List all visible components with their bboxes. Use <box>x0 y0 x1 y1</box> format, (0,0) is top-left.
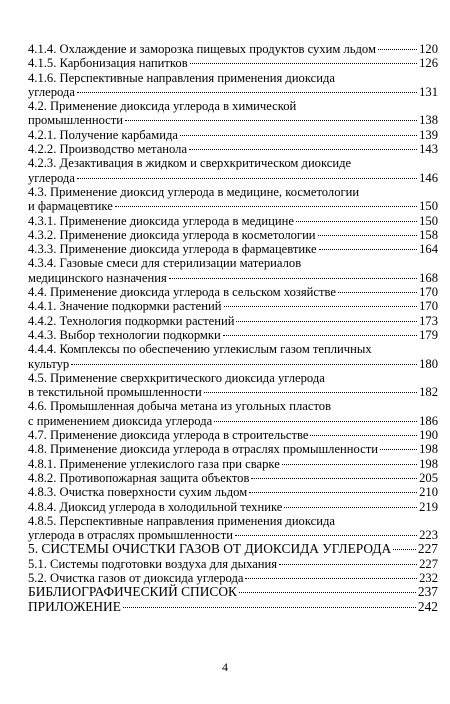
toc-entry <box>28 442 438 456</box>
dot-leader <box>282 464 417 465</box>
toc-entry-title-line: 4.8. Применение диоксида углерода в отраслях промышленности <box>28 442 378 457</box>
toc-page-number: 180 <box>419 356 438 371</box>
toc-entry-title-line: промышленности <box>28 113 124 128</box>
toc-entry <box>28 371 438 400</box>
table-of-contents <box>28 42 438 614</box>
dot-leader <box>224 306 418 307</box>
dot-leader <box>338 292 417 293</box>
toc-page-number: 131 <box>419 84 438 99</box>
toc-page-number: 138 <box>419 113 438 128</box>
toc-entry <box>28 185 438 214</box>
toc-page-number: 173 <box>419 313 438 328</box>
toc-entry-title-line: 4.1.6. Перспективные направления применения диоксида <box>28 70 335 85</box>
toc-entry <box>28 156 438 185</box>
dot-leader <box>204 392 417 393</box>
toc-entry-title-line: БИБЛИОГРАФИЧЕСКИЙ СПИСОК <box>28 584 237 600</box>
dot-leader <box>393 549 416 550</box>
toc-entry-title-line: 4.2.1. Получение карбамида <box>28 127 178 142</box>
toc-entry <box>28 585 438 599</box>
toc-entry-title-line: 4.8.4. Диоксид углерода в холодильной технике <box>28 499 283 514</box>
toc-entry <box>28 99 438 128</box>
toc-entry-title-line: 4.5. Применение сверхкритического диоксида углерода <box>28 370 325 385</box>
toc-page-number: 227 <box>419 556 438 571</box>
dot-leader <box>190 63 417 64</box>
dot-leader <box>77 92 417 93</box>
toc-page-number: 198 <box>419 442 438 457</box>
toc-page-number: 143 <box>419 142 438 157</box>
dot-leader <box>245 578 417 579</box>
toc-entry-title-line: 4.8.3. Очистка поверхности сухим льдом <box>28 485 248 500</box>
toc-page-number: 210 <box>419 485 438 500</box>
dot-leader <box>180 135 417 136</box>
toc-entry-title-line: 4.4.2. Технология подкормки растений <box>28 313 235 328</box>
toc-entry-title-line: 4.3.1. Применение диоксида углерода в медицине <box>28 213 294 228</box>
toc-entry-title-line: 4.8.2. Противопожарная защита объектов <box>28 470 250 485</box>
toc-entry <box>28 328 438 342</box>
dot-leader <box>235 535 417 536</box>
dot-leader <box>279 564 417 565</box>
dot-leader <box>319 249 418 250</box>
dot-leader <box>214 421 417 422</box>
toc-entry-title-line: 5.2. Очистка газов от диоксида углерода <box>28 570 244 585</box>
toc-entry <box>28 56 438 70</box>
toc-page-number: 237 <box>417 584 438 600</box>
dot-leader <box>223 335 417 336</box>
toc-entry-title-line: 4.2.3. Дезактивация в жидком и сверхкритическом диоксиде <box>28 156 352 171</box>
toc-page-number: 150 <box>419 199 438 214</box>
toc-page-number: 158 <box>419 227 438 242</box>
toc-page-number: 223 <box>419 528 438 543</box>
dot-leader <box>125 120 417 121</box>
toc-entry-title-line: 4.2. Применение диоксида углерода в химической <box>28 99 297 114</box>
toc-entry-title-line: и фармацевтике <box>28 199 113 214</box>
toc-entry <box>28 242 438 256</box>
toc-entry-title-line: в текстильной промышленности <box>28 385 202 400</box>
dot-leader <box>236 321 417 322</box>
toc-entry <box>28 542 438 556</box>
toc-entry <box>28 600 438 614</box>
toc-entry-title-line: углерода <box>28 84 75 99</box>
toc-entry-title-line: 4.2.2. Производство метанола <box>28 142 188 157</box>
toc-entry <box>28 128 438 142</box>
dot-leader <box>239 592 416 593</box>
dot-leader <box>296 221 417 222</box>
dot-leader <box>318 235 418 236</box>
toc-page-number: 186 <box>419 413 438 428</box>
toc-entry <box>28 214 438 228</box>
toc-entry <box>28 71 438 100</box>
page-number: 4 <box>222 660 228 674</box>
toc-page-number: 242 <box>417 598 438 614</box>
toc-page-number: 198 <box>419 456 438 471</box>
toc-entry-title-line: 4.1.5. Карбонизация напитков <box>28 56 188 71</box>
toc-entry-title-line: 4.7. Применение диоксида углерода в строительстве <box>28 428 309 443</box>
toc-entry-title-line: 4.3.2. Применение диоксида углерода в косметологии <box>28 227 316 242</box>
toc-entry-title-line: 4.4.1. Значение подкормки растений <box>28 299 222 314</box>
toc-page-number: 190 <box>419 428 438 443</box>
dot-leader <box>310 435 417 436</box>
toc-entry-title-line: 5.1. Системы подготовки воздуха для дыхания <box>28 556 278 571</box>
toc-entry <box>28 500 438 514</box>
toc-entry-title-line: 4.6. Промышленная добыча метана из угольных пластов <box>28 399 332 414</box>
toc-page-number: 182 <box>419 385 438 400</box>
toc-entry <box>28 314 438 328</box>
toc-entry-title-line: ПРИЛОЖЕНИЕ <box>28 598 121 614</box>
toc-page-number: 179 <box>419 327 438 342</box>
dot-leader <box>77 178 417 179</box>
toc-entry-title-line: 4.4.4. Комплексы по обеспечению углекислым газом тепличных <box>28 342 372 357</box>
toc-entry <box>28 42 438 56</box>
toc-page-number: 120 <box>419 42 438 56</box>
toc-entry-title-line: культур <box>28 356 70 371</box>
toc-entry <box>28 256 438 285</box>
toc-page-number: 168 <box>419 270 438 285</box>
dot-leader <box>115 206 417 207</box>
dot-leader <box>249 492 417 493</box>
toc-entry-title-line: 4.3.4. Газовые смеси для стерилизации материалов <box>28 256 302 271</box>
toc-entry <box>28 485 438 499</box>
toc-page-number: 205 <box>419 470 438 485</box>
toc-entry <box>28 299 438 313</box>
dot-leader <box>284 507 417 508</box>
toc-entry <box>28 514 438 543</box>
dot-leader <box>251 478 417 479</box>
toc-page-number: 139 <box>419 127 438 142</box>
toc-entry <box>28 285 438 299</box>
toc-entry <box>28 228 438 242</box>
toc-page-number: 219 <box>419 499 438 514</box>
dot-leader <box>378 49 417 50</box>
toc-entry-title-line: 4.3.3. Применение диоксида углерода в фармацевтике <box>28 242 317 257</box>
toc-entry-title-line: 4.3. Применение диоксид углерода в медицине, косметологии <box>28 184 360 199</box>
toc-page-number: 150 <box>419 213 438 228</box>
toc-page-number: 170 <box>419 285 438 300</box>
toc-entry <box>28 428 438 442</box>
dot-leader <box>71 364 417 365</box>
dot-leader <box>169 278 417 279</box>
toc-entry <box>28 457 438 471</box>
toc-entry <box>28 399 438 428</box>
toc-entry <box>28 571 438 585</box>
toc-page-number: 146 <box>419 170 438 185</box>
dot-leader <box>123 607 416 608</box>
dot-leader <box>189 149 417 150</box>
dot-leader <box>380 449 417 450</box>
toc-page-number: 126 <box>419 56 438 71</box>
toc-page-number: 164 <box>419 242 438 257</box>
toc-entry-title-line: 4.1.4. Охлаждение и заморозка пищевых продуктов сухим льдом <box>28 42 376 56</box>
toc-page-number: 227 <box>417 541 438 557</box>
toc-entry-title-line: 4.8.5. Перспективные направления применения диоксида <box>28 513 335 528</box>
toc-entry <box>28 342 438 371</box>
toc-entry <box>28 142 438 156</box>
toc-entry-title-line: 4.4. Применение диоксида углерода в сельском хозяйстве <box>28 285 336 300</box>
toc-entry-title-line: медицинского назначения <box>28 270 167 285</box>
toc-entry-title-line: с применением диоксида углерода <box>28 413 213 428</box>
toc-entry-title-line: углерода в отраслях промышленности <box>28 528 233 543</box>
toc-page-number: 232 <box>419 570 438 585</box>
toc-entry-title-line: углерода <box>28 170 75 185</box>
toc-entry <box>28 471 438 485</box>
toc-page-number: 170 <box>419 299 438 314</box>
toc-entry-title-line: 4.4.3. Выбор технологии подкормки <box>28 327 221 342</box>
toc-entry-title-line: 4.8.1. Применение углекислого газа при сварке <box>28 456 280 471</box>
toc-entry <box>28 557 438 571</box>
toc-entry-title-line: 5. СИСТЕМЫ ОЧИСТКИ ГАЗОВ ОТ ДИОКСИДА УГЛЕРОДА <box>28 541 392 557</box>
